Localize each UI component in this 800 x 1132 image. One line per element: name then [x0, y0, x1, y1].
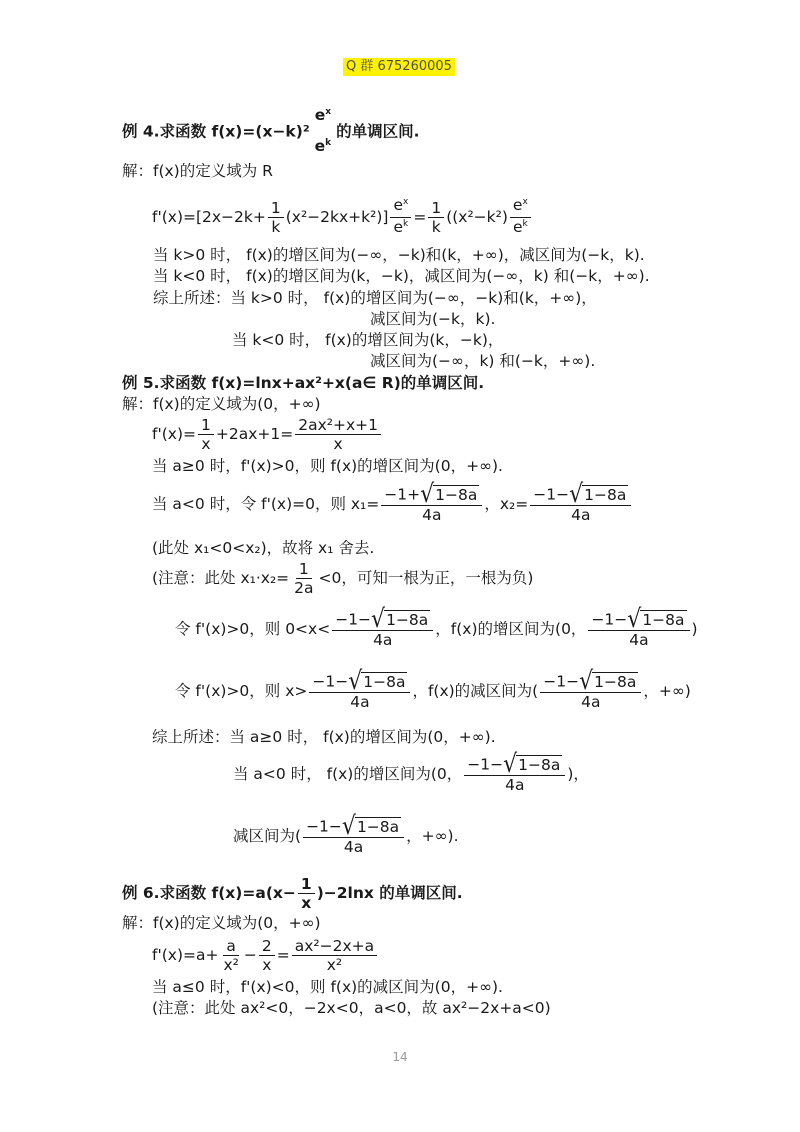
- sqrt-icon: √: [569, 480, 584, 509]
- ex4-title: [122, 106, 420, 158]
- sqrt-icon: √: [420, 480, 435, 509]
- exponent: x: [325, 107, 332, 117]
- fraction-numerator: −1−√1−8a: [464, 755, 565, 776]
- fraction-denominator: 4a: [505, 776, 525, 794]
- condition-text: ，f(x)的增区间为(0，: [435, 620, 587, 638]
- ex4-summary-3: 当 k<0 时， f(x)的增区间为(k，−k)，: [232, 331, 504, 349]
- ex5-summary-1: 综上所述：当 a≥0 时， f(x)的增区间为(0，+∞).: [152, 728, 496, 746]
- fraction-numerator: −1−√1−8a: [530, 485, 631, 506]
- ex5-note-1: (此处 x₁<0<x₂)，故将 x₁ 舍去.: [152, 539, 375, 557]
- summary-text: )，: [567, 765, 589, 783]
- e-symbol: e: [314, 106, 326, 124]
- ex4-summary-1: 综上所述：当 k>0 时， f(x)的增区间为(−∞，−k)和(k，+∞)，: [153, 289, 597, 307]
- fraction-denominator: 4a: [343, 838, 364, 856]
- ex5-roots: [152, 480, 633, 524]
- derivative-part: f'(x)=[2x−2k+: [152, 208, 266, 226]
- fraction-numerator: −1−√1−8a: [303, 817, 404, 838]
- fraction-denominator: x: [201, 435, 211, 453]
- fraction-root: [464, 750, 565, 794]
- sqrt-icon: √: [348, 667, 363, 696]
- fraction-denominator: 4a: [373, 631, 393, 649]
- ex4-summary-2: 减区间为(−k，k).: [370, 310, 496, 328]
- ex5-case-a-nonneg: 当 a≥0 时，f'(x)>0，则 f(x)的增区间为(0，+∞).: [152, 457, 503, 475]
- sqrt-icon: √: [627, 605, 642, 634]
- fraction-root-x1: [381, 480, 482, 524]
- fraction-denominator: $e^k$: [512, 218, 528, 236]
- fraction-numerator: −1+√1−8a: [381, 485, 482, 506]
- ex6-note: (注意：此处 ax²<0，−2x<0，a<0，故 ax²−2x+a<0): [152, 999, 551, 1017]
- derivative-part: (x²−2kx+k²)]: [285, 208, 389, 226]
- title-text: 例 6.求函数 f(x)=a(x−: [122, 884, 296, 902]
- fraction-root: [540, 667, 641, 711]
- fraction-numerator: 1: [428, 199, 444, 218]
- fraction-denominator: 4a: [350, 693, 370, 711]
- summary-text: 减区间为(: [233, 827, 302, 845]
- fraction-denominator: x: [262, 956, 272, 974]
- fraction-derivative: [295, 416, 381, 453]
- condition-text: 令 f'(x)>0，则 0<x<: [175, 620, 331, 638]
- title-text: )−2lnx 的单调区间.: [316, 884, 463, 902]
- ex5-title: 例 5.求函数 f(x)=lnx+ax²+x(a∈ R)的单调区间.: [122, 374, 485, 392]
- sqrt-icon: √: [371, 605, 386, 634]
- minus-sign: −: [243, 946, 257, 964]
- fraction-denominator: 4a: [629, 631, 649, 649]
- fraction-denominator: x: [333, 435, 343, 453]
- fraction-numerator: 1: [268, 199, 284, 218]
- derivative-part: ((x²−k²): [446, 208, 508, 226]
- ex4-case-k-negative: 当 k<0 时， f(x)的增区间为(k，−k)，减区间为(−∞，k) 和(−k，+∞).: [153, 267, 650, 285]
- ex4-case-k-positive: 当 k>0 时， f(x)的增区间为(−∞，−k)和(k，+∞)，减区间为(−k，k).: [153, 246, 645, 264]
- fraction-denominator: k: [431, 218, 441, 236]
- roots-text: ，x₂=: [484, 495, 529, 513]
- ex4-summary-4: 减区间为(−∞，k) 和(−k，+∞).: [370, 352, 596, 370]
- fraction-root: [588, 605, 689, 649]
- equals-sign: =: [276, 946, 290, 964]
- fraction-root-x2: [530, 480, 631, 524]
- fraction-denominator: [312, 137, 335, 158]
- ex5-note-2: [152, 560, 533, 597]
- sqrt-icon: √: [341, 812, 356, 841]
- derivative-part: f'(x)=a+: [152, 946, 219, 964]
- fraction-denominator: 4a: [571, 506, 591, 524]
- e-symbol: e: [314, 137, 326, 155]
- fraction-denominator: x²: [326, 956, 343, 974]
- sqrt-icon: √: [579, 667, 594, 696]
- ex5-decreasing: [175, 667, 691, 711]
- fraction-numerator: −1−√1−8a: [332, 610, 433, 631]
- fraction-1-over-x: [198, 416, 214, 453]
- roots-text: 当 a<0 时，令 f'(x)=0，则 x₁=: [152, 495, 380, 513]
- fraction-numerator: $e^x$: [390, 196, 411, 218]
- fraction-denominator: k: [271, 218, 281, 236]
- fraction-1-over-x: [298, 875, 315, 912]
- fraction-1-over-k: [428, 199, 444, 236]
- ex6-case-a-nonpos: 当 a≤0 时，f'(x)<0，则 f(x)的减区间为(0，+∞).: [152, 978, 503, 996]
- fraction-numerator: −1−√1−8a: [588, 610, 689, 631]
- fraction-numerator: −1−√1−8a: [309, 672, 410, 693]
- ex6-solution-domain: 解：f(x)的定义域为(0，+∞): [122, 914, 321, 932]
- ex5-derivative: [152, 416, 383, 453]
- fraction-denominator: 4a: [422, 506, 442, 524]
- derivative-part: f'(x)=: [152, 425, 196, 443]
- ex4-derivative: [152, 196, 533, 239]
- summary-text: 当 a<0 时， f(x)的增区间为(0，: [233, 765, 463, 783]
- fraction-numerator: $e^x$: [510, 196, 531, 218]
- fraction-numerator: 1: [298, 875, 315, 894]
- fraction-derivative: [292, 937, 377, 974]
- fraction-numerator: 2: [259, 937, 275, 956]
- ex5-summary-2: [233, 750, 589, 794]
- fraction-denominator: $e^k$: [393, 218, 409, 236]
- ex4-title-fraction: [312, 106, 335, 158]
- fraction-root: [303, 812, 404, 856]
- ex4-title-pre: 例 4.求函数: [122, 122, 212, 141]
- fraction-numerator: 1: [296, 560, 312, 579]
- exponent: k: [325, 138, 332, 148]
- note-text: (注意：此处 x₁·x₂=: [152, 569, 290, 587]
- ex6-derivative: [152, 937, 379, 974]
- fraction-ex-over-ek: [390, 196, 411, 239]
- header-label: Q 群 675260005: [343, 58, 455, 76]
- fraction-root: [332, 605, 433, 649]
- fraction-ex-over-ek: [510, 196, 531, 239]
- derivative-part: +2ax+1=: [215, 425, 294, 443]
- condition-text: ，f(x)的减区间为(: [412, 682, 539, 700]
- ex4-solution-domain: 解：f(x)的定义域为 R: [122, 162, 273, 180]
- fraction-numerator: 2ax²+x+1: [295, 416, 381, 435]
- fraction-numerator: [312, 106, 334, 127]
- ex4-title-fx: f(x)=(x−k)²: [211, 122, 310, 141]
- sqrt-icon: √: [503, 750, 518, 779]
- ex5-summary-3: [233, 812, 459, 856]
- fraction-numerator: 1: [198, 416, 214, 435]
- fraction-a-over-x2: [220, 937, 241, 974]
- fraction-numerator: −1−√1−8a: [540, 672, 641, 693]
- ex5-increasing: [175, 605, 698, 649]
- condition-text: 令 f'(x)>0，则 x>: [175, 682, 308, 700]
- fraction-1-over-2a: [291, 560, 316, 597]
- fraction-numerator: a: [223, 937, 239, 956]
- ex6-title: [122, 875, 463, 912]
- fraction-denominator: x: [301, 894, 312, 912]
- fraction-numerator: ax²−2x+a: [292, 937, 377, 956]
- fraction-denominator: 4a: [581, 693, 601, 711]
- page-number: 14: [392, 1050, 408, 1064]
- fraction-denominator: x²: [223, 956, 239, 974]
- ex5-solution-domain: 解：f(x)的定义域为(0，+∞): [122, 395, 321, 413]
- note-text: <0，可知一根为正，一根为负): [318, 569, 534, 587]
- fraction-root: [309, 667, 410, 711]
- summary-text: ，+∞).: [406, 827, 459, 845]
- fraction-1-over-k: [268, 199, 284, 236]
- fraction-2-over-x: [259, 937, 275, 974]
- condition-text: ): [691, 620, 698, 638]
- ex4-title-post: 的单调区间.: [336, 122, 420, 141]
- condition-text: ，+∞): [643, 682, 691, 700]
- equals-sign: =: [413, 208, 427, 226]
- fraction-denominator: 2a: [294, 579, 314, 597]
